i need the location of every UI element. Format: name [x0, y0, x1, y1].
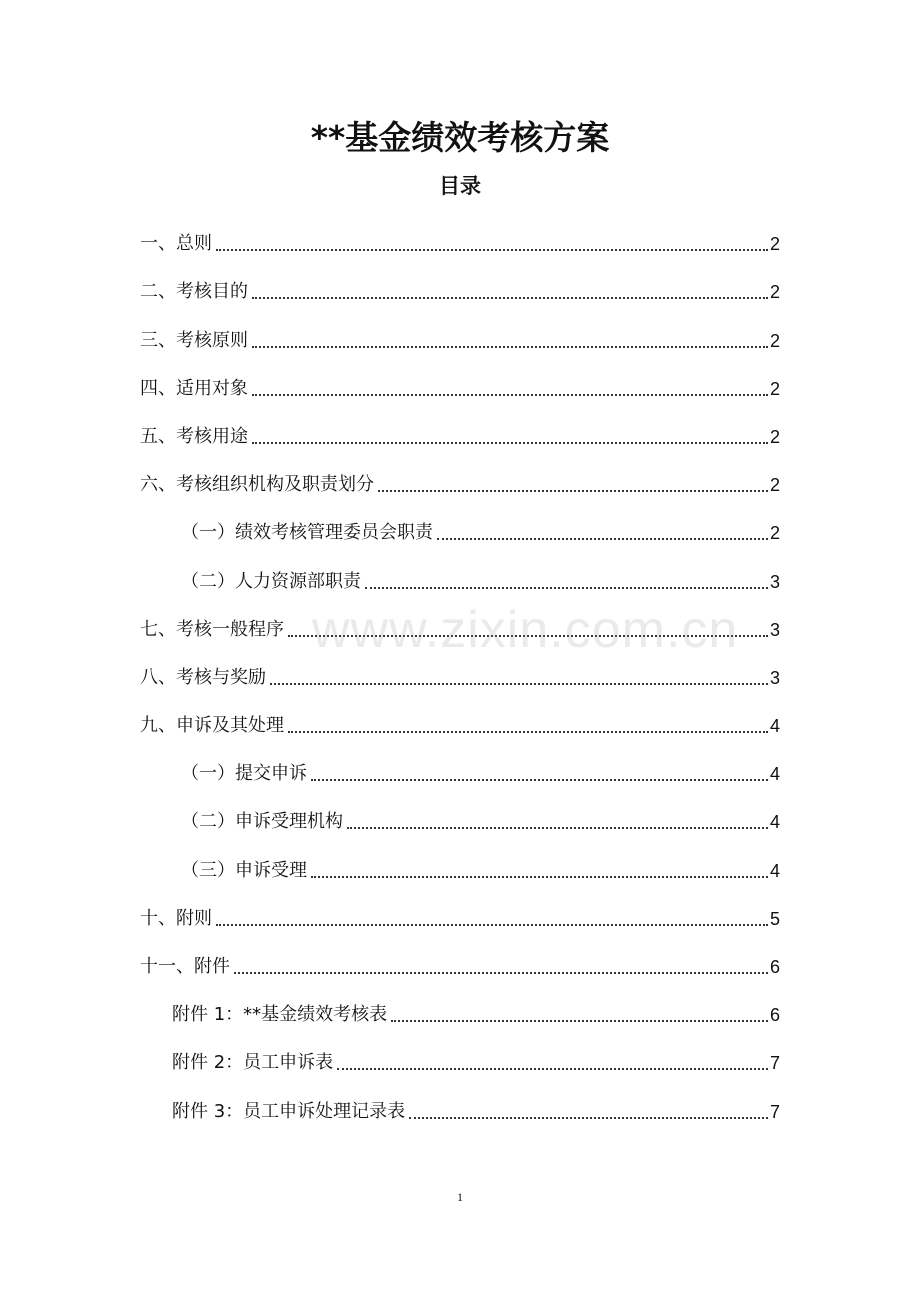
toc-entry-title: （一）提交申诉 [181, 763, 307, 785]
dot-leader [337, 1067, 768, 1070]
toc-entry-page-number: 2 [769, 523, 780, 544]
toc-entry[interactable] [140, 935, 780, 983]
toc-entry-title: 八、考核与奖励 [140, 666, 266, 688]
toc-entry[interactable] [140, 646, 780, 694]
toc-entry-title: （一）绩效考核管理委员会职责 [181, 522, 433, 544]
dot-leader [347, 826, 768, 829]
toc-entry-title: 十、附则 [140, 907, 212, 929]
toc-entry-page-number: 3 [769, 667, 780, 688]
toc-entry-page-number: 5 [769, 908, 780, 929]
dot-leader [365, 586, 768, 589]
dot-leader [311, 778, 768, 781]
toc-entry-page-number: 4 [769, 764, 780, 785]
toc-entry[interactable] [140, 212, 780, 260]
toc-entry[interactable] [181, 790, 780, 838]
toc-entry-page-number: 2 [769, 234, 780, 255]
toc-heading: 目录 [439, 174, 481, 198]
toc-entry-title: （二）人力资源部职责 [181, 570, 361, 592]
toc-entry-page-number: 3 [769, 571, 780, 592]
dot-leader [252, 296, 768, 299]
toc-entry[interactable] [172, 1079, 780, 1127]
dot-leader [252, 345, 768, 348]
toc-entry-page-number: 2 [769, 426, 780, 447]
toc-entry-title: 九、申诉及其处理 [140, 715, 284, 737]
toc-entry[interactable] [172, 1031, 780, 1079]
toc-entry[interactable] [181, 501, 780, 549]
table-of-contents [0, 212, 920, 1128]
toc-entry-page-number: 2 [769, 282, 780, 303]
toc-entry-page-number: 2 [769, 378, 780, 399]
toc-entry-page-number: 4 [769, 812, 780, 833]
toc-entry-page-number: 4 [769, 860, 780, 881]
toc-entry-page-number: 2 [769, 475, 780, 496]
toc-entry[interactable] [181, 838, 780, 886]
document-title: **基金绩效考核方案 [310, 118, 610, 157]
toc-entry-title: 七、考核一般程序 [140, 618, 284, 640]
dot-leader [437, 537, 768, 540]
toc-entry-title: 三、考核原则 [140, 329, 248, 351]
toc-entry-title: 一、总则 [140, 233, 212, 255]
page-number: 1 [457, 1190, 463, 1204]
toc-entry-title: 十一、附件 [140, 956, 230, 977]
toc-entry-title: （三）申诉受理 [181, 859, 307, 881]
toc-entry[interactable] [140, 598, 780, 646]
toc-entry-page-number: 6 [769, 957, 780, 977]
toc-entry-title: （二）申诉受理机构 [181, 811, 343, 833]
dot-leader [311, 875, 768, 878]
dot-leader [216, 248, 768, 251]
toc-entry-title: 二、考核目的 [140, 281, 248, 303]
toc-entry-page-number: 6 [769, 1005, 780, 1026]
dot-leader [216, 923, 768, 926]
toc-entry[interactable] [172, 983, 780, 1031]
toc-entry-title: 附件 2：员工申诉表 [172, 1052, 334, 1074]
toc-entry-title: 附件 1：**基金绩效考核表 [172, 1004, 388, 1026]
toc-entry-page-number: 7 [769, 1053, 780, 1074]
dot-leader [234, 971, 768, 974]
dot-leader [270, 682, 768, 685]
toc-entry[interactable] [140, 357, 780, 405]
toc-entry[interactable] [140, 887, 780, 935]
toc-entry-title: 四、适用对象 [140, 377, 248, 399]
toc-entry-title: 六、考核组织机构及职责划分 [140, 474, 374, 496]
toc-entry[interactable] [181, 742, 780, 790]
watermark: www.zixin.com.cn [312, 601, 739, 659]
dot-leader [409, 1116, 768, 1119]
dot-leader [252, 441, 768, 444]
toc-entry[interactable] [140, 453, 780, 501]
toc-entry[interactable] [140, 260, 780, 308]
dot-leader [252, 393, 768, 396]
dot-leader [378, 489, 768, 492]
toc-entry[interactable] [181, 549, 780, 597]
toc-entry-title: 附件 3：员工申诉处理记录表 [172, 1100, 406, 1122]
dot-leader [288, 634, 768, 637]
toc-entry-page-number: 4 [769, 716, 780, 737]
dot-leader [391, 1019, 768, 1022]
dot-leader [288, 730, 768, 733]
toc-entry[interactable] [140, 308, 780, 356]
toc-entry[interactable] [140, 405, 780, 453]
toc-entry-title: 五、考核用途 [140, 425, 248, 447]
toc-entry[interactable] [140, 694, 780, 742]
toc-entry-page-number: 7 [769, 1101, 780, 1122]
toc-entry-page-number: 3 [769, 619, 780, 640]
toc-entry-page-number: 2 [769, 330, 780, 351]
